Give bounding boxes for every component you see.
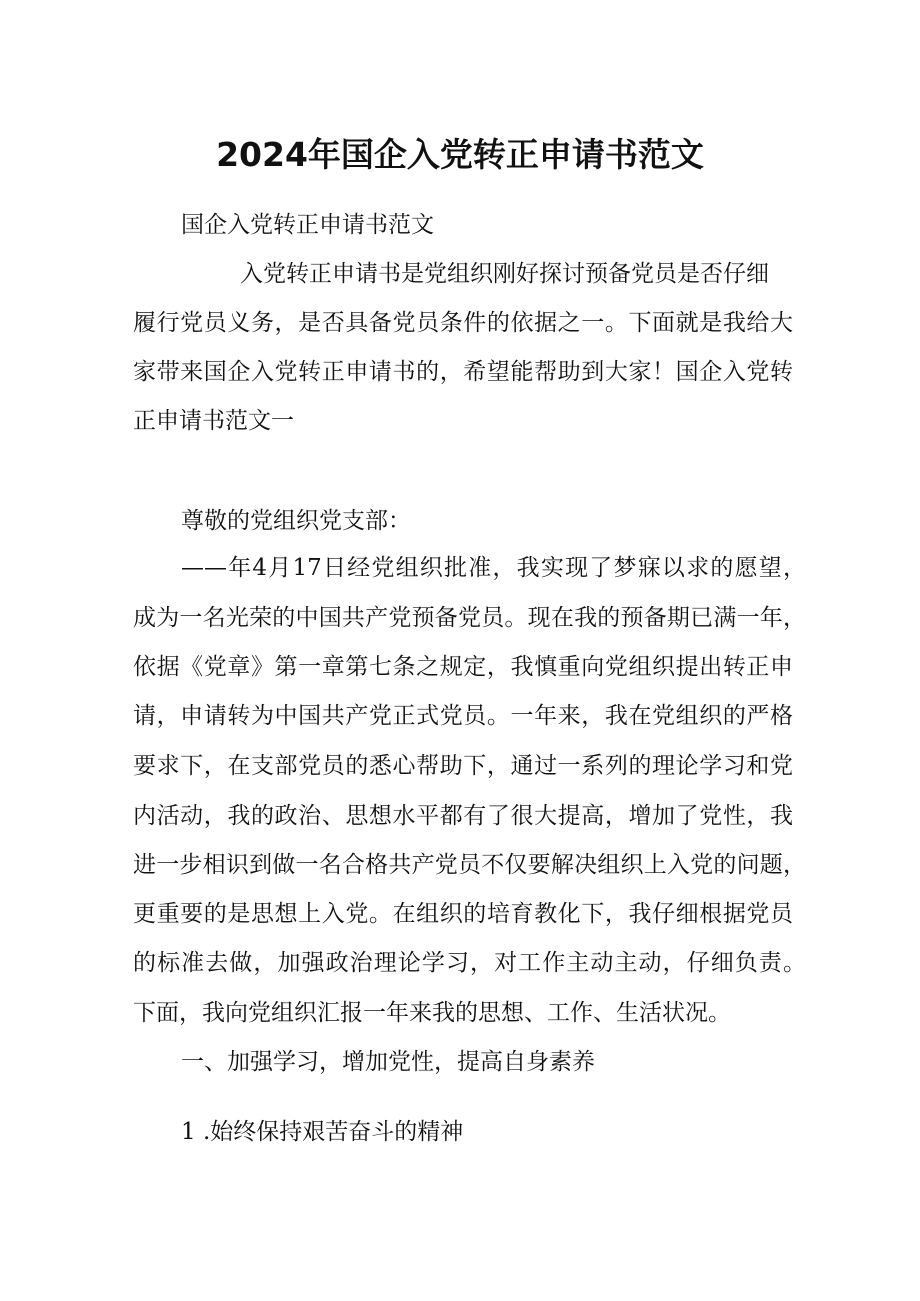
body-line: 下面，我向党组织汇报一年来我的思想、工作、生活状况。 [133,1000,731,1026]
body-line: 依据《党章》第一章第七条之规定，我慎重向党组织提出转正申 [133,654,793,680]
section-heading: 一、加强学习，增加党性，提高自身素养 [181,1049,595,1075]
body-line: 进一步相识到做一名合格共产党员不仅要解决组织上入党的问题， [133,852,806,878]
salutation: 尊敬的党组织党支部： [181,508,411,534]
body-line: 更重要的是思想上入党。在组织的培育教化下，我仔细根据党员 [133,901,793,927]
body-line: 成为一名光荣的中国共产党预备党员。现在我的预备期已满一年， [133,605,806,631]
body-line: 要求下，在支部党员的悉心帮助下，通过一系列的理论学习和党 [133,753,793,779]
body-line: 内活动，我的政治、思想水平都有了很大提高，增加了党性，我 [133,803,793,829]
intro-line: 入党转正申请书是党组织刚好探讨预备党员是否仔细 [240,261,769,287]
document-title: 2024年国企入党转正申请书范文 [216,135,704,174]
subsection-heading: 1 .始终保持艰苦奋斗的精神 [181,1119,464,1145]
intro-line: 履行党员义务，是否具备党员条件的依据之一。下面就是我给大 [133,310,793,336]
intro-line: 正申请书范文一 [133,408,294,434]
document-subtitle: 国企入党转正申请书范文 [181,212,434,238]
intro-line: 家带来国企入党转正申请书的，希望能帮助到大家！国企入党转 [133,359,793,385]
body-line: ——年4月17日经党组织批准，我实现了梦寐以求的愿望， [181,555,806,581]
body-line: 的标准去做，加强政治理论学习，对工作主动主动，仔细负责。 [133,950,806,976]
body-line: 请，申请转为中国共产党正式党员。一年来，我在党组织的严格 [133,703,793,729]
